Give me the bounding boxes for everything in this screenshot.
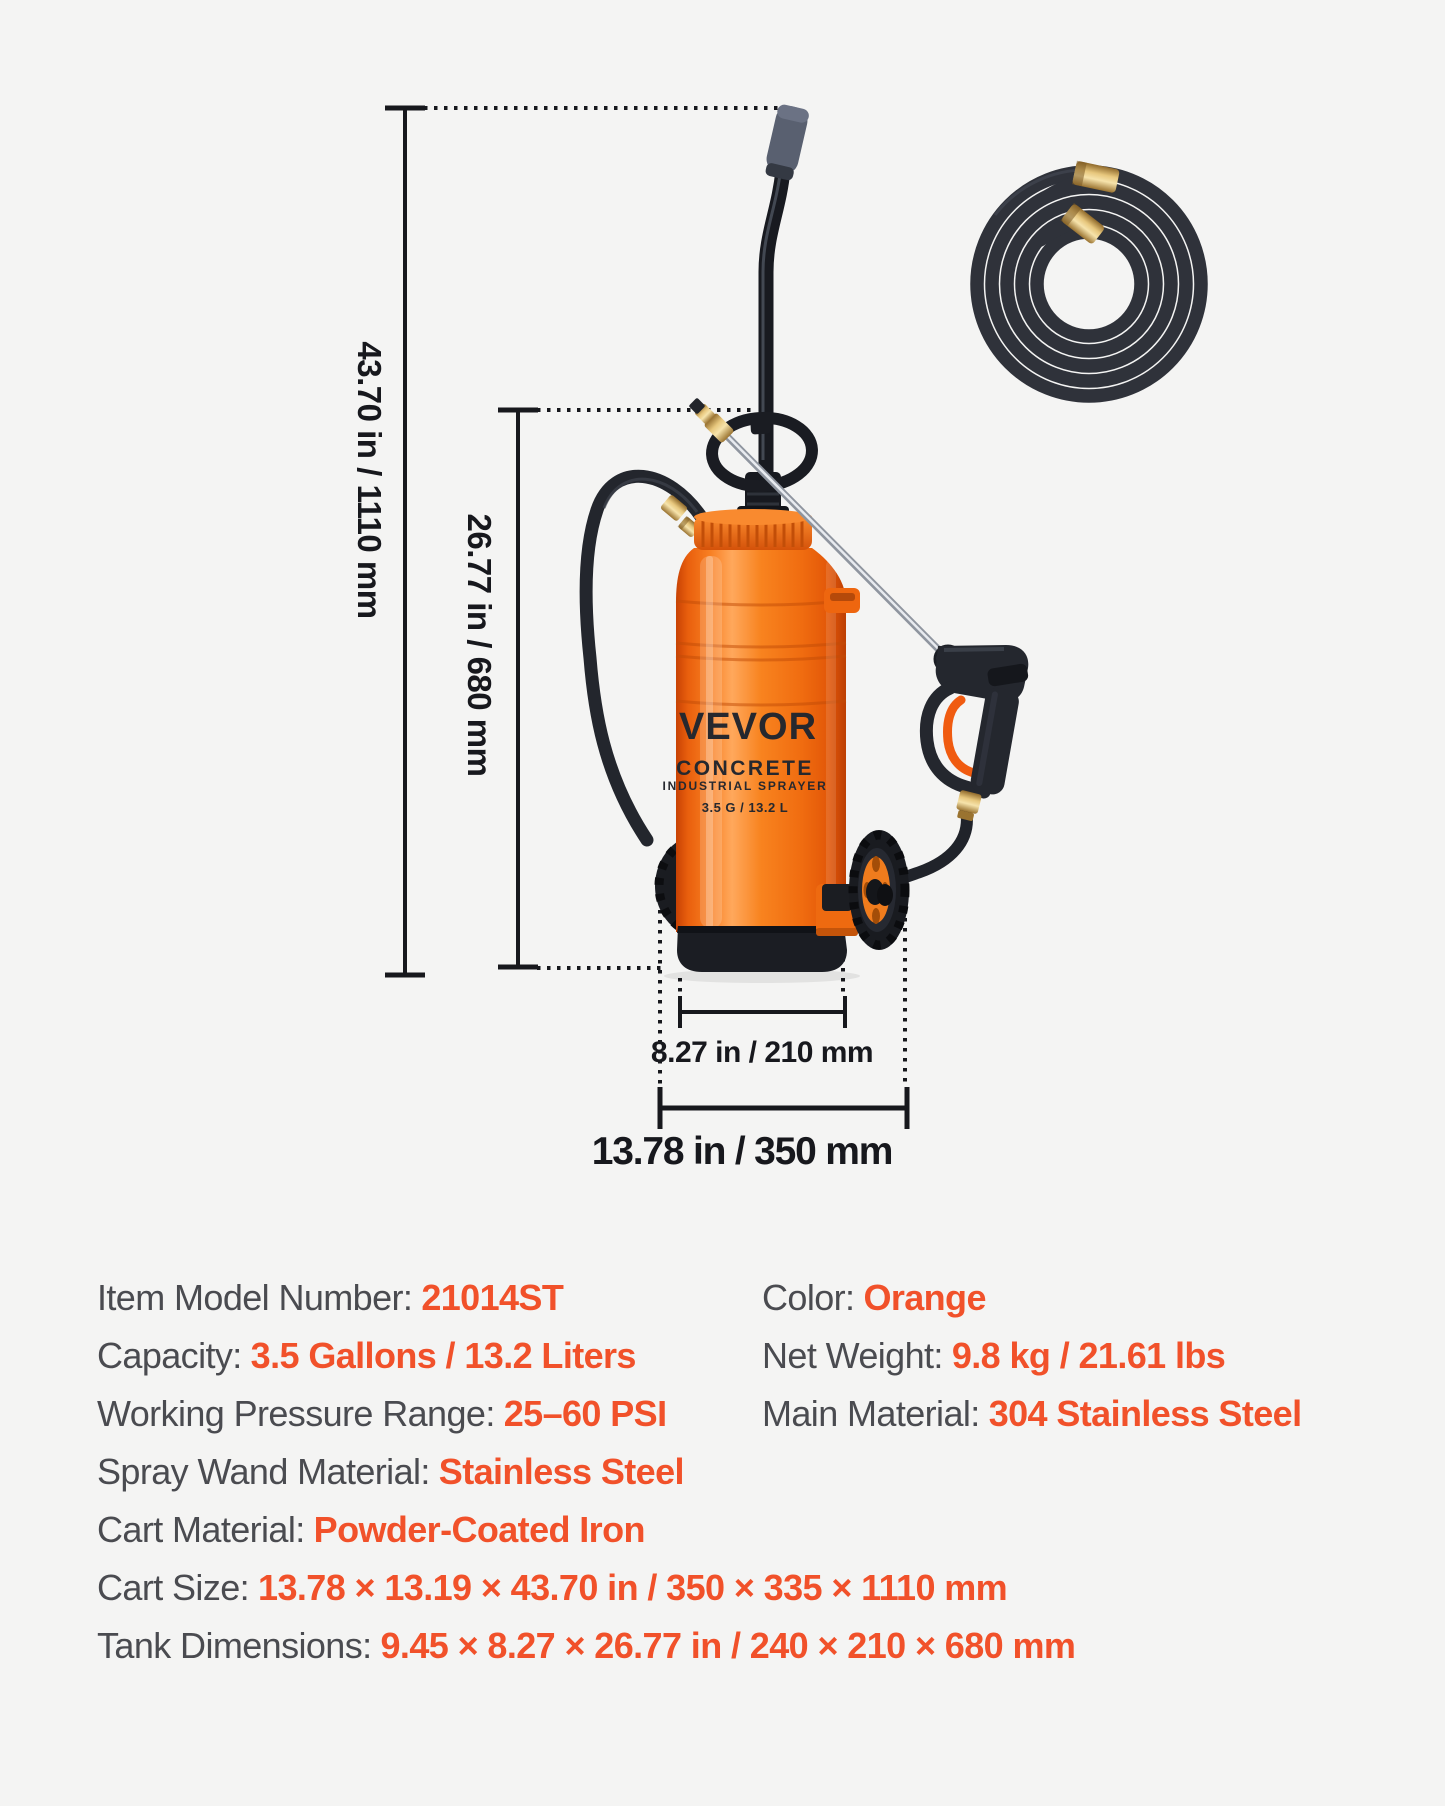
spec-label: Color: bbox=[762, 1277, 855, 1318]
spec-value: 13.78 × 13.19 × 43.70 in / 350 × 335 × 1110 mm bbox=[258, 1567, 1008, 1608]
product-name-line2: INDUSTRIAL SPRAYER bbox=[662, 779, 828, 793]
spec-row bbox=[762, 1385, 1301, 1443]
spec-value: 304 Stainless Steel bbox=[988, 1393, 1302, 1434]
tank-height-label: 26.77 in / 680 mm bbox=[461, 513, 498, 777]
spec-label: Cart Material: bbox=[97, 1509, 305, 1550]
spec-row bbox=[97, 1559, 1075, 1617]
handle-grip bbox=[763, 103, 811, 181]
spec-value: 25–60 PSI bbox=[503, 1393, 667, 1434]
cart-height-label: 43.70 in / 1110 mm bbox=[351, 341, 388, 619]
spec-label: Main Material: bbox=[762, 1393, 980, 1434]
spec-row bbox=[762, 1269, 1301, 1327]
cart-width-label: 13.78 in / 350 mm bbox=[591, 1130, 893, 1173]
spec-label: Spray Wand Material: bbox=[97, 1451, 430, 1492]
spec-label: Net Weight: bbox=[762, 1335, 943, 1376]
right-wheel bbox=[849, 830, 909, 950]
tank-width-label: 8.27 in / 210 mm bbox=[650, 1036, 874, 1069]
spec-value: 21014ST bbox=[421, 1277, 564, 1318]
tank-cap bbox=[694, 509, 812, 550]
spray-gun bbox=[926, 645, 1029, 822]
spec-value: Powder-Coated Iron bbox=[313, 1509, 645, 1550]
gun-grip bbox=[969, 686, 1021, 796]
spec-row bbox=[97, 1617, 1075, 1675]
hose-coil bbox=[977, 161, 1201, 396]
spec-label: Tank Dimensions: bbox=[97, 1625, 372, 1666]
spec-label: Cart Size: bbox=[97, 1567, 250, 1608]
spec-list-right bbox=[762, 1269, 1301, 1443]
spec-label: Item Model Number: bbox=[97, 1277, 413, 1318]
spec-label: Capacity: bbox=[97, 1335, 242, 1376]
spec-row bbox=[97, 1443, 1075, 1501]
spec-row bbox=[762, 1327, 1301, 1385]
capacity-badge: 3.5 G / 13.2 L bbox=[701, 800, 789, 815]
spec-value: Orange bbox=[863, 1277, 986, 1318]
spec-row bbox=[97, 1501, 1075, 1559]
spec-value: 9.8 kg / 21.61 lbs bbox=[951, 1335, 1226, 1376]
spec-value: Stainless Steel bbox=[438, 1451, 684, 1492]
product-name-line1: CONCRETE bbox=[676, 757, 814, 780]
spec-value: 3.5 Gallons / 13.2 Liters bbox=[250, 1335, 636, 1376]
spec-label: Working Pressure Range: bbox=[97, 1393, 495, 1434]
spec-value: 9.45 × 8.27 × 26.77 in / 240 × 210 × 680 mm bbox=[380, 1625, 1076, 1666]
gun-inlet-fitting bbox=[954, 790, 982, 822]
brand-logo: VEVOR bbox=[678, 706, 818, 748]
